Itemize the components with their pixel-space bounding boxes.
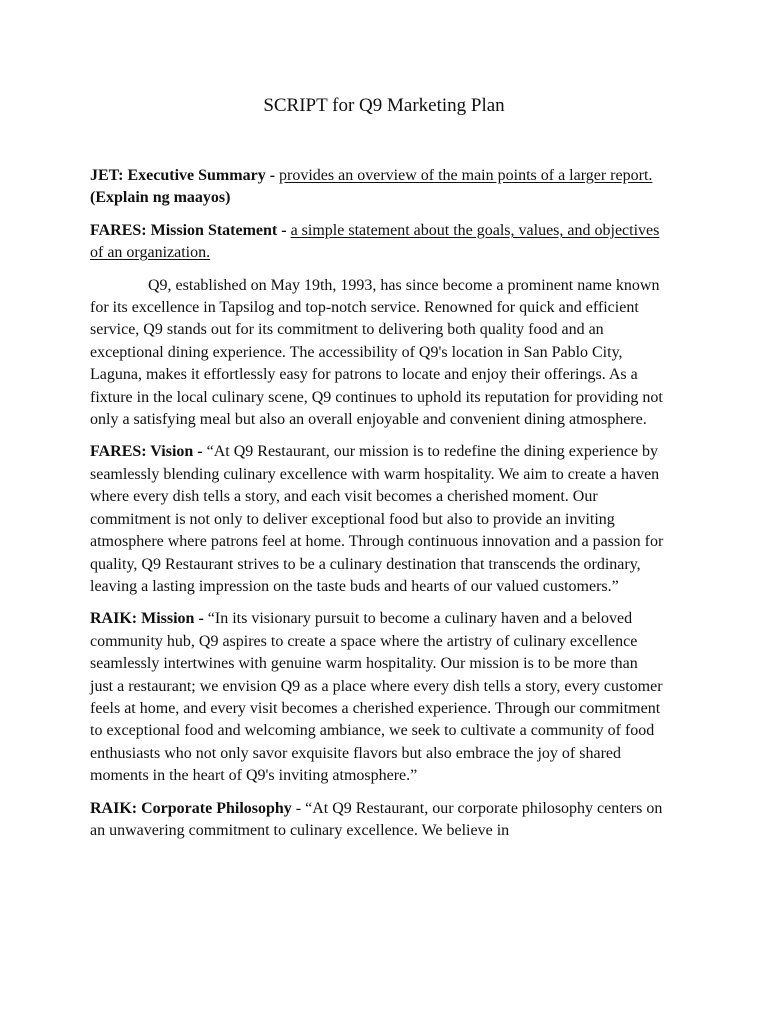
corporate-philosophy-text: - “At Q9 Restaurant, our corporate philosophy centers on an unwavering commitment to culinary excellence. We believe in [90,799,663,839]
mission-statement-definition: a simple statement about the goals, values, and objectives of an organization. [90,221,660,262]
executive-summary-heading: JET: Executive Summary - [90,167,280,184]
executive-summary-paragraph [90,165,664,210]
corporate-philosophy-heading: RAIK: Corporate Philosophy [90,799,292,817]
corporate-philosophy-paragraph [90,798,664,843]
mission-heading: RAIK: Mission - [90,610,208,628]
mission-text: “In its visionary pursuit to become a culinary haven and a beloved community hub, Q9 aspires to create a space where the artistry of culinary excellence seamlessly intertwines with genuine warm hospitality. Our mission is to be more than just a restaurant; we envision Q9 as a place where every dish tells a story, every customer feels at home, and every visit becomes a cherished experience. Through our commitment to exceptional food and welcoming ambiance, we seek to cultivate a community of food enthusiasts who not only savor exquisite flavors but also embrace the joy of shared moments in the heart of Q9's inviting atmosphere.” [90,610,663,785]
executive-summary-note: (Explain ng maayos) [90,189,231,207]
mission-statement-heading: FARES: Mission Statement - [90,221,291,239]
executive-summary-definition: provides an overview of the main points of a larger report. [279,167,653,184]
mission-statement-paragraph [90,220,664,265]
vision-paragraph [90,441,664,598]
mission-paragraph [90,608,664,787]
vision-heading: FARES: Vision - [90,443,207,461]
document-body [90,165,664,852]
vision-text: “At Q9 Restaurant, our mission is to redefine the dining experience by seamlessly blending culinary excellence with warm hospitality. We aim to create a haven where every dish tells a story, and each visit becomes a cherished moment. Our commitment is not only to deliver exceptional food but also to provide an inviting atmosphere where patrons feel at home. Through continuous innovation and a passion for quality, Q9 Restaurant strives to be a culinary destination that transcends the ordinary, leaving a lasting impression on the taste buds and hearts of our valued customers.” [90,443,664,595]
document-title: SCRIPT for Q9 Marketing Plan [263,95,505,116]
intro-paragraph: Q9, established on May 19th, 1993, has since become a prominent name known for its excellence in Tapsilog and top-notch service. Renowned for quick and efficient service, Q9 stands out for its commitment to delivering both quality food and an exceptional dining experience. The accessibility of Q9's location in San Pablo City, Laguna, makes it effortlessly easy for patrons to locate and enjoy their offerings. As a fixture in the local culinary scene, Q9 continues to uphold its reputation for providing not only a satisfying meal but also an overall enjoyable and convenient dining atmosphere. [90,276,663,429]
